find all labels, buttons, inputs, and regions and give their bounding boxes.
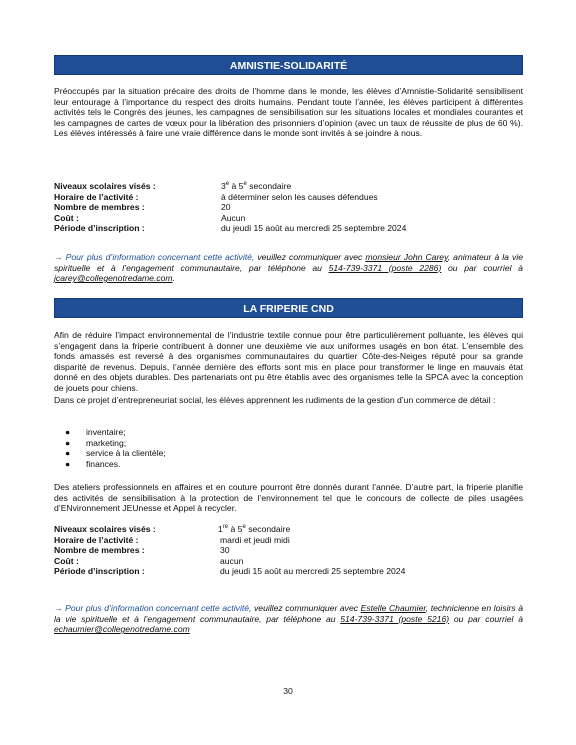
friperie-info-table [54,524,523,577]
section-title-friperie: LA FRIPERIE CND [54,298,523,318]
levels-label: Niveaux scolaires visés : [54,524,156,534]
cost-value: aucun [220,555,244,566]
levels-value: 1re à 5e secondaire [218,524,291,534]
contact-lead: → Pour plus d’information concernant cette activité, [54,252,255,262]
schedule-value: à déterminer selon les causes défendues [221,191,378,202]
cost-value: Aucun [221,212,246,223]
contact-email-link[interactable]: echaumier@collegenotredame.com [54,624,190,635]
bullet-icon: ● [65,458,71,469]
section-title-amnistie: AMNISTIE-SOLIDARITÉ [54,55,523,75]
amnistie-info-table [54,181,523,234]
info-row-members [54,202,523,213]
cost-label: Coût : [54,212,79,223]
members-label: Nombre de membres : [54,202,145,213]
levels-value: 3e à 5e secondaire [221,181,292,191]
schedule-value: mardi et jeudi midi [220,534,290,545]
info-row-levels [54,524,523,535]
list-item: ● inventaire; [65,427,126,437]
info-row-schedule [54,192,523,203]
info-row-period [54,223,523,234]
contact-email-link[interactable]: jcarey@collegenotredame.com [54,273,173,284]
period-value: du jeudi 15 août au mercredi 25 septembre 2024 [220,566,406,577]
amnistie-description: Préoccupés par la situation précaire des droits de l’homme dans le monde, les élèves d’Amnistie-Solidarité sensibilisent leur entourage à l’importance du respect des droits humains. Pendant toute l’année, les élèves participent à différentes activités tels le Congrès des jeunes, les campagnes de sensibilisation sur les situations locales et mondiales courantes et les campagnes de cartes de vœux pour la libération des prisonniers d’opinion (avec un taux de réussite de plus de 60 %). Les élèves intéressés à faire une vraie différence dans le monde sont invités à se joindre à nous. [54,86,523,139]
period-value: du jeudi 15 août au mercredi 25 septembre 2024 [221,223,407,234]
bullet-icon: ● [65,437,71,448]
contact-name-link[interactable]: Estelle Chaumier [360,603,426,613]
contact-phone-link[interactable]: 514-739-3371 (poste 2286) [328,262,442,273]
info-row-levels [54,181,523,192]
levels-label: Niveaux scolaires visés : [54,181,156,191]
friperie-intro: Dans ce projet d’entrepreneuriat social, les élèves apprennent les rudiments de la gestion d’un commerce de détail : [54,395,496,405]
contact-name-link[interactable]: monsieur John Carey [365,252,448,262]
bullet-icon: ● [65,427,71,437]
list-item: ● marketing; [65,437,127,448]
members-value: 20 [221,202,231,213]
page-number: 30 [283,686,293,696]
friperie-skill-list [54,427,523,469]
list-item: ● finances. [65,458,121,469]
members-label: Nombre de membres : [54,545,145,556]
period-label: Période d’inscription : [54,223,145,234]
cost-label: Coût : [54,555,79,566]
schedule-label: Horaire de l’activité : [54,534,139,545]
info-row-cost [54,556,523,567]
info-row-members [54,545,523,556]
members-value: 30 [220,545,230,556]
info-row-period [54,566,523,577]
list-item: ● service à la clientèle; [65,448,166,459]
bullet-icon: ● [65,448,71,459]
schedule-label: Horaire de l’activité : [54,191,139,202]
period-label: Période d’inscription : [54,566,145,577]
friperie-description: Afin de réduire l’impact environnemental de l’industrie textile connue pour être particulièrement polluante, les élèves qui s’engagent dans la friperie contribuent à donner une deuxième vie aux uniformes usagés en bon état. L’ensemble des fonds amassés est reversé à des organismes communautaires du quartier Côte-des-Neiges réputé pour sa grande disparité de revenus. Depuis, l’année dernière des efforts sont mis en place pour transformer le linge en mauvais état donné en des objets durables. Des partenariats ont pu être établis avec des organismes telle la SPCA avec la conception de jouets pour chiens. [54,330,523,393]
friperie-contact: → Pour plus d’information concernant cette activité, veuillez communiquer avec Estelle Chaumier, technicienne en loisirs à la vie spirituelle et à l’engagement communautaire, par téléphone au 514-739-3371 (poste 5216) ou par courriel à echaumier@collegenotredame.com [54,603,523,635]
friperie-workshops: Des ateliers professionnels en affaires et en couture pourront être donnés durant l’année. D’autre part, la friperie planifie des activités de sensibilisation à la protection de l’environnement tel que le concours de collecte de piles usagées d’ENvironnement JEUnesse et Appel à recycler. [54,482,523,514]
contact-phone-link[interactable]: 514-739-3371 (poste 5216) [340,613,450,624]
info-row-cost [54,213,523,224]
contact-lead: → Pour plus d’information concernant cette activité, [54,603,252,613]
amnistie-contact: → Pour plus d’information concernant cette activité, veuillez communiquer avec monsieur John Carey, animateur à la vie spirituelle et à l’engagement communautaire, par téléphone au 514-739-3371 (poste 2286) ou par courriel à jcarey@collegenotredame.com. [54,252,524,284]
info-row-schedule [54,535,523,546]
